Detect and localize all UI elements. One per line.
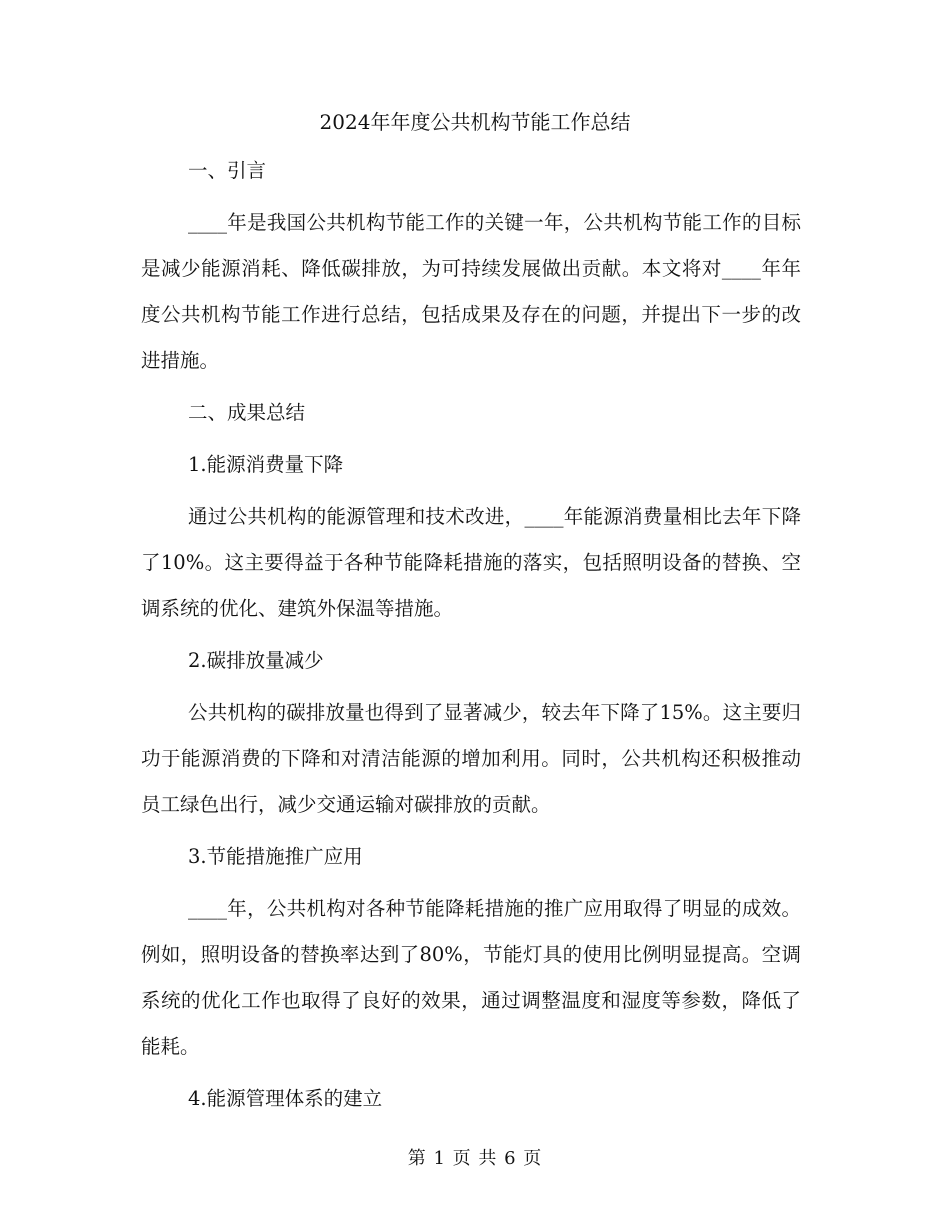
document-body (141, 148, 801, 1128)
subheading-measures-promotion: 3.节能措施推广应用 (188, 845, 363, 868)
paragraph-energy-consumption: 通过公共机构的能源管理和技术改进，____年能源消费量相比去年下降了10%。这主要得益于各种节能降耗措施的落实，包括照明设备的替换、空调系统的优化、建筑外保温等措施。 (141, 505, 801, 620)
paragraph-measures-promotion: ____年，公共机构对各种节能降耗措施的推广应用取得了明显的成效。例如，照明设备的替换率达到了80%，节能灯具的使用比例明显提高。空调系统的优化工作也取得了良好的效果，通过调整温度和湿度等参数，降低了能耗。 (141, 897, 801, 1058)
section-heading-results: 二、成果总结 (188, 401, 306, 424)
page-footer: 第 1 页 共 6 页 (407, 1148, 543, 1169)
paragraph-carbon-emission: 公共机构的碳排放量也得到了显著减少，较去年下降了15%。这主要归功于能源消费的下降和对清洁能源的增加利用。同时，公共机构还积极推动员工绿色出行，减少交通运输对碳排放的贡献。 (141, 701, 801, 816)
section-heading-introduction: 一、引言 (188, 159, 267, 182)
paragraph-introduction: ____年是我国公共机构节能工作的关键一年，公共机构节能工作的目标是减少能源消耗、降低碳排放，为可持续发展做出贡献。本文将对____年年度公共机构节能工作进行总结，包括成果及存在的问题，并提出下一步的改进措施。 (141, 211, 801, 372)
document-title: 2024年年度公共机构节能工作总结 (319, 110, 631, 134)
subheading-energy-consumption: 1.能源消费量下降 (188, 453, 344, 476)
subheading-management-system: 4.能源管理体系的建立 (188, 1087, 383, 1110)
subheading-carbon-emission: 2.碳排放量减少 (188, 649, 324, 672)
